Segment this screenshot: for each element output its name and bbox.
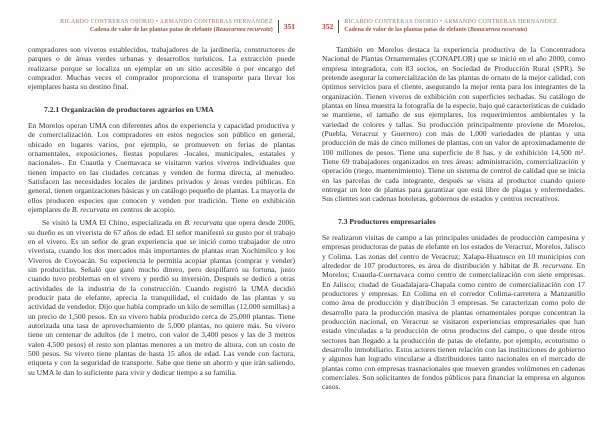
page-number-left: 351 [283,22,295,31]
body-paragraph: Se visitó la UMA El Chino, especializada en B. recurvata que opera desde 2006, su dueño es un viverista de 67 años de edad. El señor manifestó su gusto por el trabajo en el vivero. Es un señor de gran experiencia que se inició como trabajador de otro viverista, cuando los dos mercados más importantes de plantas eran Xochimilco y los Viveros de Coyoacán. Su experiencia le permitía acopiar plantas (comprar y vender) sin producirlas. Señaló que ganó mucho dinero, pero despilfarró su fortuna, justo cuando tuvo problemas en el vivero y perdió su inversión. Después se dedicó a otras actividades de la industria de la construcción. Cuando registró la UMA decidió producir pata de elefante, aprecia la tranquilidad, el cuidado de las plantas y su actividad de vendedor. Dijo que había comprado un kilo de semillas (12,000 semillas) a un precio de 1,500 pesos. En su vivero había producido cerca de 25,000 plantas. Tiene autorizada una tasa de aprovechamiento de 5,000 plantas, no quiere más. Su vivero tiene un centenar de adultos (de 1 metro, con valor de 3,400 pesos y las de 3 metros valen 4,500 pesos) el resto son plantas menores a un metro de altura, con un costo de 500 pesos. Su vivero tiene plantas de hasta 15 años de edad. Las vende con factura, etiqueta y con la seguridad de transporte. Sabe que tiene un ahorro y que irán saliendo, su UMA le dan lo suficiente para vivir y dedicar tiempo a su familia. [28,218,295,377]
running-header-authors: RICARDO CONTRERAS OSORIO • ARMANDO CONTRERAS HERNÁNDEZ [344,19,557,25]
body-paragraph: En Morelos operan UMA con diferentes años de experiencia y capacidad productiva y de comercialización. Los compradores en estos negocios son público en general, ubicado en lugares varios, por ejemplo, se promueven en ferias de plantas ornamentales, exposiciones, fiestas populares -locales, municipales, estatales y nacionales-. En Cuautla y Cuernavaca se visitaron varios viveros individuales que tienen impacto en las ciudades cercanas y venden de forma directa, al menudeo. Satisfacen las necesidades locales de jardines privados y áreas verdes públicas. En general, tienen organizaciones básicas y un catálogo pequeño de plantas. La mayoría de ellos producen especies que conocen y venden por tradición. Tiene en exhibición ejemplares de B. recurvata en centros de acopio. [28,120,295,214]
body-paragraph: También en Morelos destaca la experiencia productiva de la Concentradora Nacional de Plantas Ornamentales (CONAPLOR) que se inició en el año 2000, como empresa integradora, con 83 socios, en Sociedad de Producción Rural (SPR). Se pretende asegurar la comercialización de las plantas de ornato de la mejor calidad, con óptimos servicios para el cliente, asegurando la mejor renta para los integrantes de la organización. Tienen viveros de exhibición con superficies techadas. Su catálogo de plantas en línea muestra la fotografía de la especie, bajo qué características de cuidado se mantiene, el tamaño de sus ejemplares, los requerimientos ambientales y la variedad de colores y tallas. Su producción principalmente proviene de Morelos, (Puebla, Veracruz y Guerrero) con más de 1,000 variedades de plantas y una producción de más de cinco millones de plantas, con un valor de aproximadamente de 100 millones de pesos. Tiene una superficie de 8 has, y de exhibición 14,500 m². Tiene 69 trabajadores organizados en tres áreas: administración, comercialización y operación (riego, mantenimiento). Tiene un sistema de control de calidad que se inicia en las parcelas de cada integrante, después se visita al productor cuando quiere entregar un lote de plantas para garantizar que está libre de plagas y enfermedades. Sus clientes son cadenas hoteleras, gobiernos de estados y centros recreativos. [322,45,585,204]
page-body-left [28,45,295,377]
running-header-subtitle: Cadena de valor de las plantas patas de elefante (Beaucarnea recurvata) [344,26,528,33]
body-paragraph: compradores son viveros establecidos, trabajadores de la jardinería, constructores de parques o de áreas verdes urbanas y desarrollos turísticos. La extracción puede realizarse porque se localiza un ejemplar en un sitio accesible o por encargo del comprador. Muchas veces el comprador proporciona el transporte para llevar los ejemplares hasta su destino final. [28,45,295,92]
running-header-authors: RICARDO CONTRERAS OSORIO • ARMANDO CONTRERAS HERNÁNDEZ [60,19,273,25]
book-page-left [28,19,295,381]
body-paragraph: Se realizaron visitas de campo a las principales unidades de producción campesina y empresas productoras de patas de elefante en los estados de Veracruz, Morelos, Jalisco y Colima. Las zonas del centro de Veracruz; Xalapa-Huatusco en 10 municipios con alrededor de 107 productores, es área de distribución y hábitat de B. recurvata. En Morelos; Cuautla-Cuernavaca como centro de comercialización con siete empresas. En Jalisco; ciudad de Guadalajara-Chapala como centro de comercialización con 17 productores y empresas. En Colima en el corredor Colima-carretera a Manzanillo como área de producción y distribución 3 empresas. Se caracterizan como polo de desarrollo para la producción masiva de plantas ornamentales porque concentran la producción nacional, en Veracruz se visitaron experiencias empresariales que han estado vinculadas a la producción de otros productos del campo, o que desde otros sectores han llegado a la producción de patas de elefante, por ejemplo, ecoturismo o desarrollo inmobiliario. Estos actores tienen relación con las instituciones de gobierno y algunos han logrado vincularse a distribuidores tanto nacionales en el mercado de plantas como con empresas trasnacionales que mueven grandes volúmenes en cadenas comerciales. Son solicitantes de fondos públicos para financiar la empresa en algunos casos. [322,232,586,392]
running-header-right [322,19,585,34]
running-header-text [344,19,557,34]
page-number-right: 352 [322,22,334,31]
running-header-text [60,19,273,34]
page-body-right [322,45,585,391]
header-separator-bar [278,20,279,33]
header-separator-bar [338,20,339,33]
section-heading: 7.3 Productores empresariales [338,216,436,226]
section-heading: 7.2.1 Organización de productores agrarios en UMA [44,104,214,114]
running-header-subtitle: Cadena de valor de las plantas patas de elefante (Beaucarnea recurvata) [89,26,273,33]
running-header-left [28,19,295,34]
book-page-right [322,19,585,395]
